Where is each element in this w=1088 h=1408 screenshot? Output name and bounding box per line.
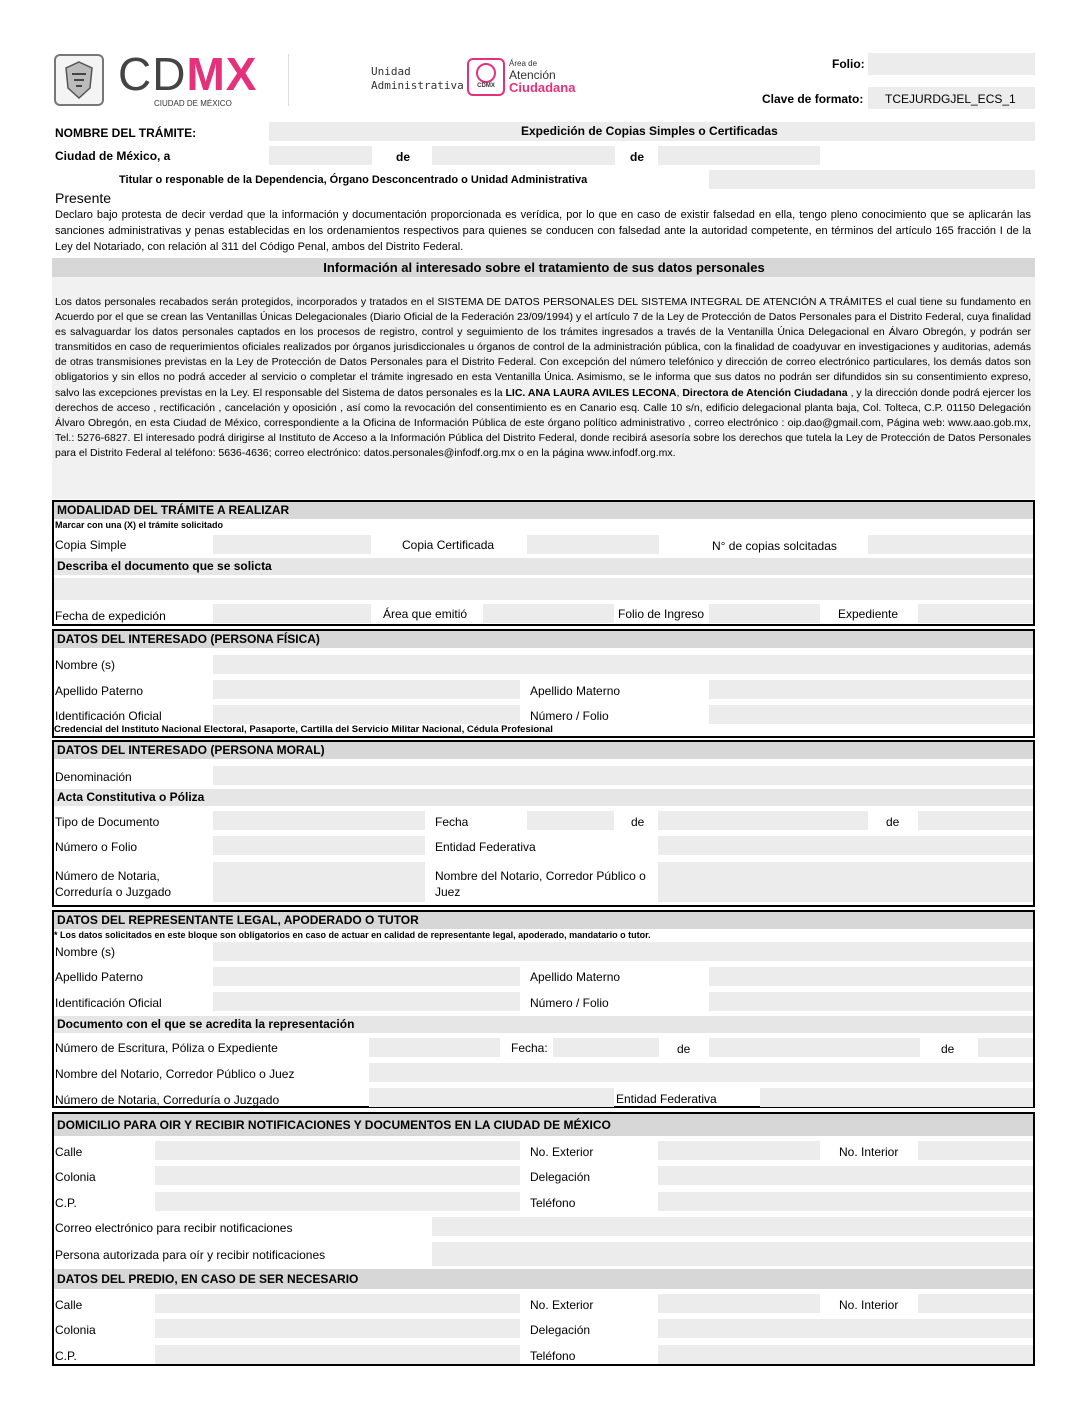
dom-interior-field[interactable]: [918, 1141, 1033, 1160]
badge-text: CDMX: [477, 83, 495, 89]
predio-interior-label: No. Interior: [839, 1298, 899, 1312]
moral-denominacion-field[interactable]: [213, 766, 1033, 785]
folio-ingreso-field[interactable]: [709, 604, 820, 623]
responsable-name: LIC. ANA LAURA AVILES LECONA: [505, 386, 677, 399]
fisica-identificacion-field[interactable]: [213, 705, 520, 724]
describa-field[interactable]: [54, 578, 1033, 600]
dom-cp-field[interactable]: [155, 1192, 520, 1211]
rep-nombre-field[interactable]: [213, 942, 1033, 961]
folio-input[interactable]: [868, 53, 1035, 75]
predio-colonia-field[interactable]: [155, 1319, 520, 1338]
de-label-2: de: [630, 150, 645, 164]
moral-tipo-input[interactable]: [213, 811, 425, 830]
fisica-numero-input[interactable]: [709, 705, 1033, 724]
cdmx-subtitle: CIUDAD DE MÉXICO: [154, 99, 232, 108]
dom-exterior-label: No. Exterior: [530, 1145, 594, 1159]
rep-numero-label: Número / Folio: [530, 996, 609, 1010]
predio-calle-label: Calle: [55, 1298, 83, 1312]
predio-cp-label: C.P.: [55, 1349, 77, 1363]
fisica-nombre-input[interactable]: [213, 655, 1033, 674]
moral-entidad-label: Entidad Federativa: [435, 840, 536, 854]
area-label: Área que emitió: [383, 607, 468, 621]
fisica-nombre-field[interactable]: [213, 655, 1033, 674]
modalidad-title: MODALIDAD DEL TRÁMITE A REALIZAR: [54, 502, 1033, 519]
moral-fecha-label: Fecha: [435, 815, 469, 829]
privacidad-title: Información al interesado sobre el tratamiento de sus datos personales: [323, 260, 765, 275]
atencion-area-label: Área de: [509, 59, 538, 68]
predio-title: DATOS DEL PREDIO, EN CASO DE SER NECESARIO: [54, 1269, 1033, 1289]
anio-field[interactable]: [658, 146, 820, 165]
moral-notario-field[interactable]: [658, 862, 1033, 902]
fecha-exp-label: Fecha de expedición: [55, 609, 166, 623]
logo-divider: [288, 54, 289, 106]
moral-tipo-field[interactable]: [213, 811, 425, 830]
predio-calle-field[interactable]: [155, 1294, 520, 1313]
de-label-1: de: [396, 150, 411, 164]
fisica-numero-field[interactable]: [709, 705, 1033, 724]
predio-telefono-input[interactable]: [658, 1345, 1033, 1364]
expediente-input[interactable]: [918, 604, 1033, 623]
rep-de-label-2: de: [941, 1042, 955, 1056]
area-field[interactable]: [483, 604, 614, 623]
dom-telefono-label: Teléfono: [530, 1196, 576, 1210]
dom-cp-input[interactable]: [155, 1192, 520, 1211]
rep-escritura-label: Número de Escritura, Póliza o Expediente: [55, 1041, 278, 1055]
describa-label: Describa el documento que se solicta: [54, 558, 1033, 575]
rep-notaria-input[interactable]: [369, 1088, 614, 1107]
rep-notaria-field[interactable]: [369, 1088, 614, 1107]
moral-denominacion-input[interactable]: [213, 766, 1033, 785]
mes-input[interactable]: [432, 146, 615, 165]
moral-acta-label: Acta Constitutiva o Póliza: [54, 789, 1033, 806]
predio-cp-input[interactable]: [155, 1345, 520, 1364]
copia-simple-label: Copia Simple: [55, 538, 127, 552]
num-copias-label: N° de copias solcitadas: [712, 539, 837, 553]
fecha-exp-field[interactable]: [213, 604, 371, 623]
moral-notaria-label: Número de Notaria, Correduría o Juzgado: [55, 869, 172, 899]
copia-certificada-input[interactable]: [527, 535, 659, 554]
fisica-paterno-field[interactable]: [213, 680, 520, 699]
moral-mes-field[interactable]: [658, 811, 868, 830]
fisica-materno-input[interactable]: [709, 680, 1033, 699]
presente-label: Presente: [55, 190, 112, 206]
folio-ingreso-input[interactable]: [709, 604, 820, 623]
copia-certificada-field[interactable]: [527, 535, 659, 554]
fisica-materno-field[interactable]: [709, 680, 1033, 699]
dom-persona-label: Persona autorizada para oír y recibir notificaciones: [55, 1248, 326, 1262]
dom-calle-field[interactable]: [155, 1141, 520, 1160]
moral-tipo-label: Tipo de Documento: [55, 815, 160, 829]
rep-identificacion-label: Identificación Oficial: [55, 996, 162, 1010]
moral-notario-input[interactable]: [658, 862, 1033, 902]
moral-numero-input[interactable]: [213, 836, 425, 855]
rep-notario-label: Nombre del Notario, Corredor Público o Juez: [55, 1067, 295, 1081]
rep-paterno-field[interactable]: [213, 967, 520, 986]
privacidad-text-1: Los datos personales recabados serán protegidos, incorporados y tratados en el SISTEMA DE DATOS PERSONALES DEL SISTEMA INTEGRAL DE ATENCIÓN A TRÁMITES el cual tiene su fundamento en Acuerdo por el que se crean las Ventanillas Únicas Delegacionales (Diario Oficial de la Federación 23/09/1994) y el artículo 7 de la Ley de Protección de Datos Personales para el Distrito Federal, cuya finalidad es salvaguardar los datos personales captados en los procesos de registro, control y seguimiento de los trámites ingresados a través de la Ventanilla Única Delegacional en Álvaro Obregón, y podrán ser transmitidos en caso de requerimientos oficiales realizados por órganos jurisdiccionales u órganos de control de la administración pública, con la finalidad de coadyuvar en investigaciones y auditorias, además de otras transmisiones previstas en la Ley de Protección de Datos Personales para el Distrito Federal. Con excepción del número telefónico y dirección de correo electrónico particulares, los demás datos son obligatorios y sin ellos no podrá acceder al servicio o completar el trámite ingresado en esta Ventanilla Única. Asimismo, se le informa que sus datos no podrán ser difundidos sin su consentimiento expreso, salvo las excepciones previstas en la Ley. El responsable del Sistema de datos personales es la: [55, 296, 1031, 399]
predio-colonia-input[interactable]: [155, 1319, 520, 1338]
moral-notario-label: Nombre del Notario, Corredor Público o Juez: [435, 869, 646, 899]
rep-numero-input[interactable]: [709, 992, 1033, 1011]
titular-label: Titular o responable de la Dependencia, Órgano Desconcentrado o Unidad Administrativa: [119, 174, 588, 186]
declaracion-text: Declaro bajo protesta de decir verdad que la información y documentación proporcionada es verídica, por lo que en caso de existir falsedad en ella, tengo pleno conocimiento que se aplicarán las sanciones administrativas y penas establecidas en los ordenamientos respectivos para quienes se conducen con falsedad ante la autoridad competente, en términos del artículo 165 fracción I de la Ley del Notariado, con relación al 311 del Código Penal, ambos del Distrito Federal.: [55, 209, 1031, 253]
moral-notaria-input[interactable]: [213, 862, 425, 902]
moral-anio-input[interactable]: [918, 811, 1033, 830]
rep-paterno-input[interactable]: [213, 967, 520, 986]
predio-interior-input[interactable]: [918, 1294, 1033, 1313]
rep-numero-field[interactable]: [709, 992, 1033, 1011]
dom-correo-input[interactable]: [432, 1217, 1033, 1236]
domicilio-title: DOMICILIO PARA OIR Y RECIBIR NOTIFICACIONES Y DOCUMENTOS EN LA CIUDAD DE MÉXICO: [54, 1114, 1033, 1136]
rep-escritura-input[interactable]: [369, 1038, 500, 1057]
predio-exterior-input[interactable]: [658, 1294, 820, 1313]
expediente-label: Expediente: [838, 607, 899, 621]
rep-mes-input[interactable]: [709, 1038, 920, 1057]
rep-nombre-input[interactable]: [213, 942, 1033, 961]
unidad-administrativa-label: Unidad Administrativa: [371, 65, 464, 92]
dom-calle-input[interactable]: [155, 1141, 520, 1160]
moral-entidad-field[interactable]: [658, 836, 1033, 855]
nombre-tramite-label: NOMBRE DEL TRÁMITE:: [55, 126, 197, 140]
dom-colonia-label: Colonia: [55, 1170, 96, 1184]
dia-input[interactable]: [269, 146, 372, 165]
dom-persona-input[interactable]: [432, 1242, 1033, 1266]
dom-interior-input[interactable]: [918, 1141, 1033, 1160]
predio-telefono-label: Teléfono: [530, 1349, 576, 1363]
rep-anio-input[interactable]: [978, 1038, 1033, 1057]
clave-label: Clave de formato:: [762, 92, 864, 106]
rep-anio-field[interactable]: [978, 1038, 1033, 1057]
dom-exterior-input[interactable]: [658, 1141, 820, 1160]
area-input[interactable]: [483, 604, 614, 623]
titular-field[interactable]: [709, 170, 1035, 189]
predio-cp-field[interactable]: [155, 1345, 520, 1364]
copia-simple-field[interactable]: [213, 535, 371, 554]
anio-input[interactable]: [658, 146, 820, 165]
rep-materno-input[interactable]: [709, 967, 1033, 986]
rep-documento-label: Documento con el que se acredita la representación: [54, 1016, 1033, 1033]
dom-telefono-field[interactable]: [658, 1192, 1033, 1211]
folio-field[interactable]: [868, 53, 1035, 75]
dom-delegacion-input[interactable]: [658, 1166, 1033, 1185]
moral-de-label-1: de: [631, 815, 645, 829]
privacidad-text-2: ,: [676, 386, 683, 399]
fisica-materno-label: Apellido Materno: [530, 684, 621, 698]
num-copias-field[interactable]: [868, 535, 1033, 554]
expediente-field[interactable]: [918, 604, 1033, 623]
moral-dia-field[interactable]: [527, 811, 614, 830]
rep-notario-field[interactable]: [369, 1063, 1033, 1082]
fisica-credencial-note: Credencial del Instituto Nacional Electoral, Pasaporte, Cartilla del Servicio Militar Nacional, Cédula Profesional: [54, 724, 553, 735]
nombre-tramite-value: Expedición de Copias Simples o Certificadas: [521, 124, 778, 138]
cdmx-logo-text: CDMX: [118, 48, 258, 100]
rep-materno-field[interactable]: [709, 967, 1033, 986]
moral-notaria-field[interactable]: [213, 862, 425, 902]
predio-exterior-label: No. Exterior: [530, 1298, 594, 1312]
cdmx-logo: [118, 50, 257, 98]
fisica-title: DATOS DEL INTERESADO (PERSONA FÍSICA): [54, 631, 1033, 648]
predio-calle-input[interactable]: [155, 1294, 520, 1313]
dom-correo-label: Correo electrónico para recibir notificaciones: [55, 1221, 293, 1235]
atencion-badge-icon: [467, 58, 505, 96]
moral-dia-input[interactable]: [527, 811, 614, 830]
representante-nota: * Los datos solicitados en este bloque son obligatorios en caso de actuar en calidad de representante legal, apoderado, mandatario o tutor.: [54, 930, 651, 940]
dom-delegacion-label: Delegación: [530, 1170, 591, 1184]
privacidad-text: [55, 295, 1031, 461]
moral-title: DATOS DEL INTERESADO (PERSONA MORAL): [54, 742, 1033, 759]
dom-calle-label: Calle: [55, 1145, 83, 1159]
dom-colonia-field[interactable]: [155, 1166, 520, 1185]
rep-mes-field[interactable]: [709, 1038, 920, 1057]
dom-telefono-input[interactable]: [658, 1192, 1033, 1211]
dom-exterior-field[interactable]: [658, 1141, 820, 1160]
fisica-paterno-input[interactable]: [213, 680, 520, 699]
marcar-label: Marcar con una (X) el trámite solicitado: [55, 520, 224, 530]
dia-field[interactable]: [269, 146, 372, 165]
describa-input[interactable]: [54, 578, 1033, 600]
predio-delegacion-input[interactable]: [658, 1319, 1033, 1338]
fisica-identificacion-label: Identificación Oficial: [55, 709, 162, 723]
predio-delegacion-field[interactable]: [658, 1319, 1033, 1338]
shield-logo: [54, 54, 104, 106]
mes-field[interactable]: [432, 146, 615, 165]
fisica-numero-label: Número / Folio: [530, 709, 609, 723]
folio-ingreso-label: Folio de Ingreso: [618, 607, 705, 621]
fisica-paterno-label: Apellido Paterno: [55, 684, 144, 698]
copia-simple-input[interactable]: [213, 535, 371, 554]
dom-persona-field[interactable]: [432, 1242, 1033, 1266]
rep-paterno-label: Apellido Paterno: [55, 970, 144, 984]
representante-title: DATOS DEL REPRESENTANTE LEGAL, APODERADO O TUTOR: [54, 912, 1033, 929]
dom-delegacion-field[interactable]: [658, 1166, 1033, 1185]
moral-denominacion-label: Denominación: [55, 770, 132, 784]
moral-numero-label: Número o Folio: [55, 840, 138, 854]
ciudad-label: Ciudad de México, a: [55, 149, 171, 163]
atencion-title: Atención: [509, 68, 556, 82]
titular-input[interactable]: [709, 170, 1035, 189]
predio-interior-field[interactable]: [918, 1294, 1033, 1313]
rep-notario-input[interactable]: [369, 1063, 1033, 1082]
predio-telefono-field[interactable]: [658, 1345, 1033, 1364]
moral-entidad-input[interactable]: [658, 836, 1033, 855]
rep-nombre-label: Nombre (s): [55, 945, 116, 959]
rep-identificacion-field[interactable]: [213, 992, 520, 1011]
predio-delegacion-label: Delegación: [530, 1323, 591, 1337]
moral-anio-field[interactable]: [918, 811, 1033, 830]
predio-colonia-label: Colonia: [55, 1323, 96, 1337]
fisica-nombre-label: Nombre (s): [55, 658, 116, 672]
folio-label: Folio:: [832, 57, 865, 71]
rep-fecha-label: Fecha:: [511, 1041, 548, 1055]
moral-de-label-2: de: [886, 815, 900, 829]
fecha-exp-input[interactable]: [213, 604, 371, 623]
rep-dia-field[interactable]: [553, 1038, 659, 1057]
rep-de-label-1: de: [677, 1042, 691, 1056]
rep-materno-label: Apellido Materno: [530, 970, 621, 984]
clave-value: TCEJURDGJEL_ECS_1: [885, 92, 1016, 106]
num-copias-input[interactable]: [868, 535, 1033, 554]
dom-interior-label: No. Interior: [839, 1145, 899, 1159]
moral-numero-field[interactable]: [213, 836, 425, 855]
privacidad-text-3: , y la dirección donde podrá ejercer los derechos de acceso , rectificación , cancelación y oposición , así como la revocación del consentimiento es en Canario esq. Calle 10 s/n, edificio delegacional planta baja, Col. Tolteca, C.P. 01150 Delegación Álvaro Obregón, en esta Ciudad de México, correspondiente a la Oficina de Información Pública de este órgano político administrativo , correo electrónico : oip.dao@gmail.com, Página web: www.aao.gob.mx, Tel.: 5276-6827. El interesado podrá dirigirse al Instituto de Acceso a la Información Pública del Distrito Federal, donde recibirá asesoría sobre los derechos que tutela la Ley de Protección de Datos Personales para el Distrito Federal al teléfono: 5636-4636; correo electrónico: datos.personales@infodf.org.mx o en la página www.infodf.org.mx.: [55, 386, 1031, 459]
rep-dia-input[interactable]: [553, 1038, 659, 1057]
rep-entidad-label: Entidad Federativa: [616, 1092, 717, 1106]
atencion-sub: Ciudadana: [509, 80, 576, 95]
dom-cp-label: C.P.: [55, 1196, 77, 1210]
rep-escritura-field[interactable]: [369, 1038, 500, 1057]
copia-certificada-label: Copia Certificada: [402, 538, 495, 552]
rep-entidad-field[interactable]: [760, 1088, 1033, 1107]
rep-identificacion-input[interactable]: [213, 992, 520, 1011]
rep-notaria-label: Número de Notaria, Correduría o Juzgado: [55, 1093, 280, 1107]
rep-entidad-input[interactable]: [760, 1088, 1033, 1107]
predio-exterior-field[interactable]: [658, 1294, 820, 1313]
responsable-cargo: Directora de Atención Ciudadana: [682, 386, 848, 399]
moral-mes-input[interactable]: [658, 811, 868, 830]
fisica-identificacion-input[interactable]: [213, 705, 520, 724]
dom-correo-field[interactable]: [432, 1217, 1033, 1236]
dom-colonia-input[interactable]: [155, 1166, 520, 1185]
